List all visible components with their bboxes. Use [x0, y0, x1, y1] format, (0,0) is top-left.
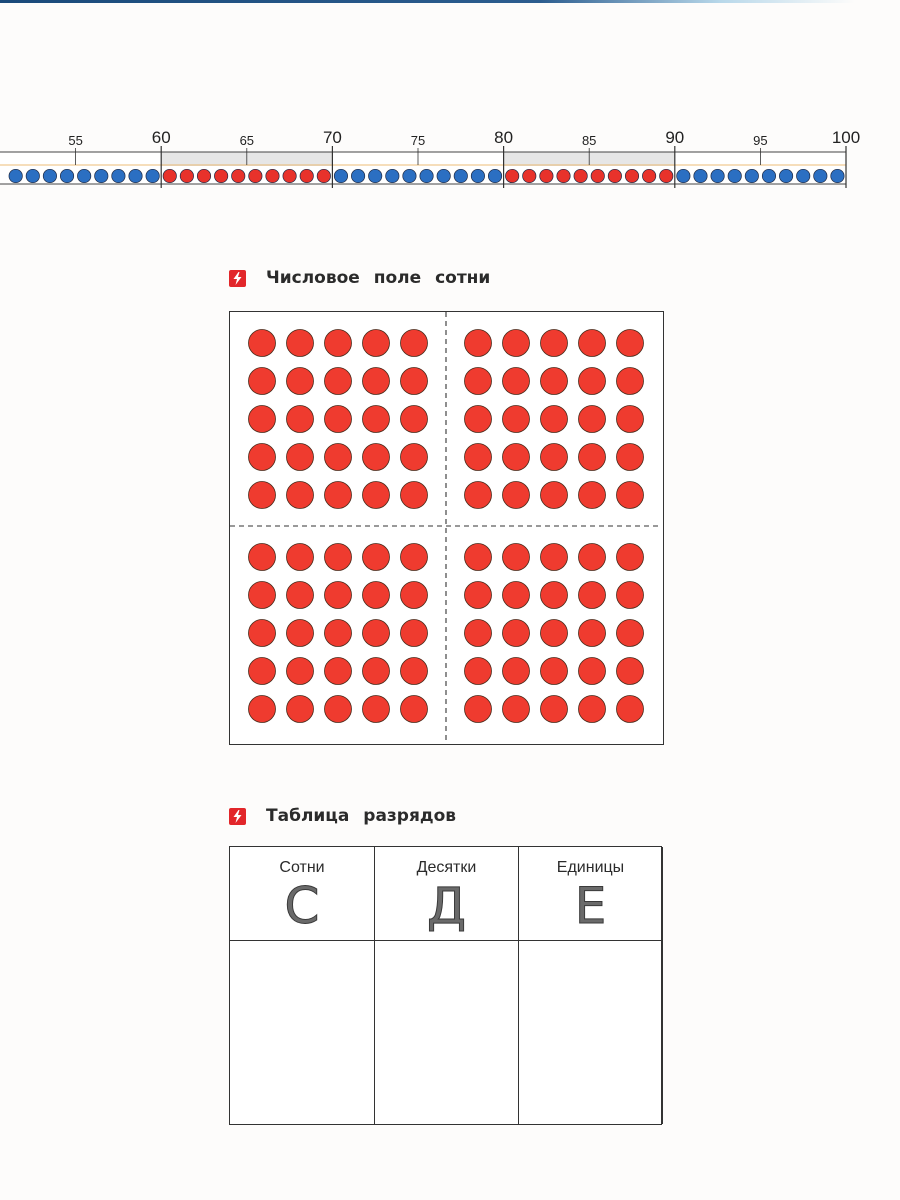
bead	[249, 169, 262, 182]
field-dot	[325, 368, 352, 395]
bead	[523, 169, 536, 182]
field-dot	[249, 482, 276, 509]
bead	[334, 169, 347, 182]
bead	[95, 169, 108, 182]
field-dot	[249, 330, 276, 357]
field-dot	[287, 406, 314, 433]
field-dot	[401, 544, 428, 571]
field-dot	[465, 444, 492, 471]
field-dot	[617, 620, 644, 647]
bead	[26, 169, 39, 182]
tick-label: 60	[151, 128, 171, 147]
field-dot	[579, 658, 606, 685]
tick-label: 100	[831, 128, 861, 147]
field-dot	[541, 444, 568, 471]
field-dot	[363, 482, 390, 509]
field-dot	[363, 368, 390, 395]
bead	[454, 169, 467, 182]
field-dot	[465, 582, 492, 609]
bead	[745, 169, 758, 182]
field-dot	[541, 620, 568, 647]
field-dot	[325, 482, 352, 509]
field-dot	[503, 444, 530, 471]
field-dot	[287, 696, 314, 723]
bead	[505, 169, 518, 182]
field-dot	[503, 658, 530, 685]
bead	[660, 169, 673, 182]
hundred-field-title: Числовое поле сотни	[266, 268, 491, 288]
field-dot	[465, 368, 492, 395]
bead	[779, 169, 792, 182]
bead	[814, 169, 827, 182]
field-dot	[541, 406, 568, 433]
field-dot	[249, 620, 276, 647]
lightning-icon	[229, 808, 246, 825]
tick-label: 75	[410, 133, 426, 148]
field-dot	[249, 444, 276, 471]
field-dot	[363, 330, 390, 357]
field-dot	[363, 406, 390, 433]
bead	[180, 169, 193, 182]
field-dot	[249, 658, 276, 685]
field-dot	[503, 544, 530, 571]
field-dot	[325, 658, 352, 685]
bead	[112, 169, 125, 182]
field-dot	[503, 620, 530, 647]
place-value-title: Таблица разрядов	[266, 806, 457, 826]
field-dot	[465, 620, 492, 647]
bead	[386, 169, 399, 182]
field-dot	[541, 544, 568, 571]
column-units	[519, 847, 663, 1124]
bead	[625, 169, 638, 182]
field-dot	[287, 544, 314, 571]
bead	[797, 169, 810, 182]
bead	[60, 169, 73, 182]
field-dot	[617, 544, 644, 571]
bead	[266, 169, 279, 182]
column-letter: Е	[574, 877, 607, 935]
field-dot	[465, 544, 492, 571]
field-dot	[503, 330, 530, 357]
column-letter: С	[284, 877, 320, 935]
field-dot	[541, 658, 568, 685]
field-dot	[363, 620, 390, 647]
field-dot	[287, 582, 314, 609]
field-dot	[617, 696, 644, 723]
bead	[146, 169, 159, 182]
field-dot	[325, 406, 352, 433]
bead	[591, 169, 604, 182]
bead	[694, 169, 707, 182]
place-value-heading	[229, 806, 456, 826]
field-dot	[363, 544, 390, 571]
field-dot	[579, 444, 606, 471]
bead	[369, 169, 382, 182]
field-dot	[363, 582, 390, 609]
field-dot	[249, 696, 276, 723]
field-dot	[579, 620, 606, 647]
field-dot	[541, 582, 568, 609]
top-rule	[0, 0, 900, 3]
field-dot	[503, 696, 530, 723]
field-dot	[363, 658, 390, 685]
field-dot	[287, 482, 314, 509]
field-dot	[465, 696, 492, 723]
bead	[608, 169, 621, 182]
field-dot	[617, 482, 644, 509]
number-line	[0, 120, 900, 200]
column-name: Единицы	[556, 859, 625, 876]
field-dot	[579, 406, 606, 433]
field-dot	[617, 582, 644, 609]
field-dot	[401, 406, 428, 433]
field-dot	[325, 330, 352, 357]
field-dot	[503, 482, 530, 509]
field-dot	[465, 658, 492, 685]
field-dot	[401, 620, 428, 647]
field-dot	[617, 658, 644, 685]
bead	[300, 169, 313, 182]
field-dot	[287, 444, 314, 471]
field-dot	[579, 582, 606, 609]
field-dot	[325, 582, 352, 609]
field-dot	[465, 406, 492, 433]
bead	[351, 169, 364, 182]
field-dot	[325, 696, 352, 723]
field-dot	[401, 482, 428, 509]
tick-label: 90	[665, 128, 685, 147]
tick-label: 55	[68, 133, 83, 148]
field-dot	[287, 368, 314, 395]
bead	[163, 169, 176, 182]
bead	[197, 169, 210, 182]
field-dot	[401, 368, 428, 395]
field-dot	[325, 620, 352, 647]
field-dot	[617, 368, 644, 395]
tick-label: 70	[322, 128, 342, 147]
field-dot	[401, 330, 428, 357]
bead	[642, 169, 655, 182]
header-divider	[230, 940, 661, 941]
field-dot	[401, 444, 428, 471]
field-dot	[617, 406, 644, 433]
bead	[488, 169, 501, 182]
column-tens	[375, 847, 519, 1124]
field-dot	[249, 368, 276, 395]
column-hundreds	[230, 847, 375, 1124]
field-dot	[287, 620, 314, 647]
field-dot	[287, 330, 314, 357]
field-dot	[401, 658, 428, 685]
bead	[557, 169, 570, 182]
bead	[677, 169, 690, 182]
field-dot	[401, 582, 428, 609]
field-dot	[465, 482, 492, 509]
tick-label: 65	[239, 133, 255, 148]
tick-label: 80	[494, 128, 514, 147]
field-dot	[249, 406, 276, 433]
bead	[214, 169, 227, 182]
bead	[437, 169, 450, 182]
tick-label: 85	[581, 133, 597, 148]
field-dot	[579, 696, 606, 723]
hundred-field	[229, 311, 664, 745]
field-dot	[363, 444, 390, 471]
column-name: Сотни	[279, 859, 325, 876]
field-dot	[325, 544, 352, 571]
field-dot	[579, 368, 606, 395]
field-dot	[401, 696, 428, 723]
field-dot	[541, 482, 568, 509]
bead	[43, 169, 56, 182]
field-dot	[617, 330, 644, 357]
field-dot	[541, 368, 568, 395]
bead	[129, 169, 142, 182]
bead	[831, 169, 844, 182]
field-dot	[325, 444, 352, 471]
bead	[711, 169, 724, 182]
bead	[420, 169, 433, 182]
bead	[283, 169, 296, 182]
field-dot	[503, 582, 530, 609]
column-name: Десятки	[416, 859, 477, 876]
field-dot	[503, 406, 530, 433]
field-dot	[617, 444, 644, 471]
field-dot	[287, 658, 314, 685]
field-dot	[579, 482, 606, 509]
bead	[317, 169, 330, 182]
bead	[728, 169, 741, 182]
field-dot	[249, 544, 276, 571]
field-dot	[541, 696, 568, 723]
bead	[232, 169, 245, 182]
tick-label: 95	[753, 133, 768, 148]
field-dot	[503, 368, 530, 395]
bead	[77, 169, 90, 182]
lightning-icon	[229, 270, 246, 287]
bead	[403, 169, 416, 182]
field-dot	[579, 330, 606, 357]
field-dot	[541, 330, 568, 357]
field-dot	[579, 544, 606, 571]
column-letter: Д	[426, 877, 467, 935]
field-dot	[363, 696, 390, 723]
hundred-field-heading	[229, 268, 490, 288]
bead	[574, 169, 587, 182]
bead	[540, 169, 553, 182]
field-dot	[249, 582, 276, 609]
field-dot	[465, 330, 492, 357]
bead	[762, 169, 775, 182]
bead	[471, 169, 484, 182]
bead	[9, 169, 22, 182]
place-value-table	[229, 846, 662, 1125]
